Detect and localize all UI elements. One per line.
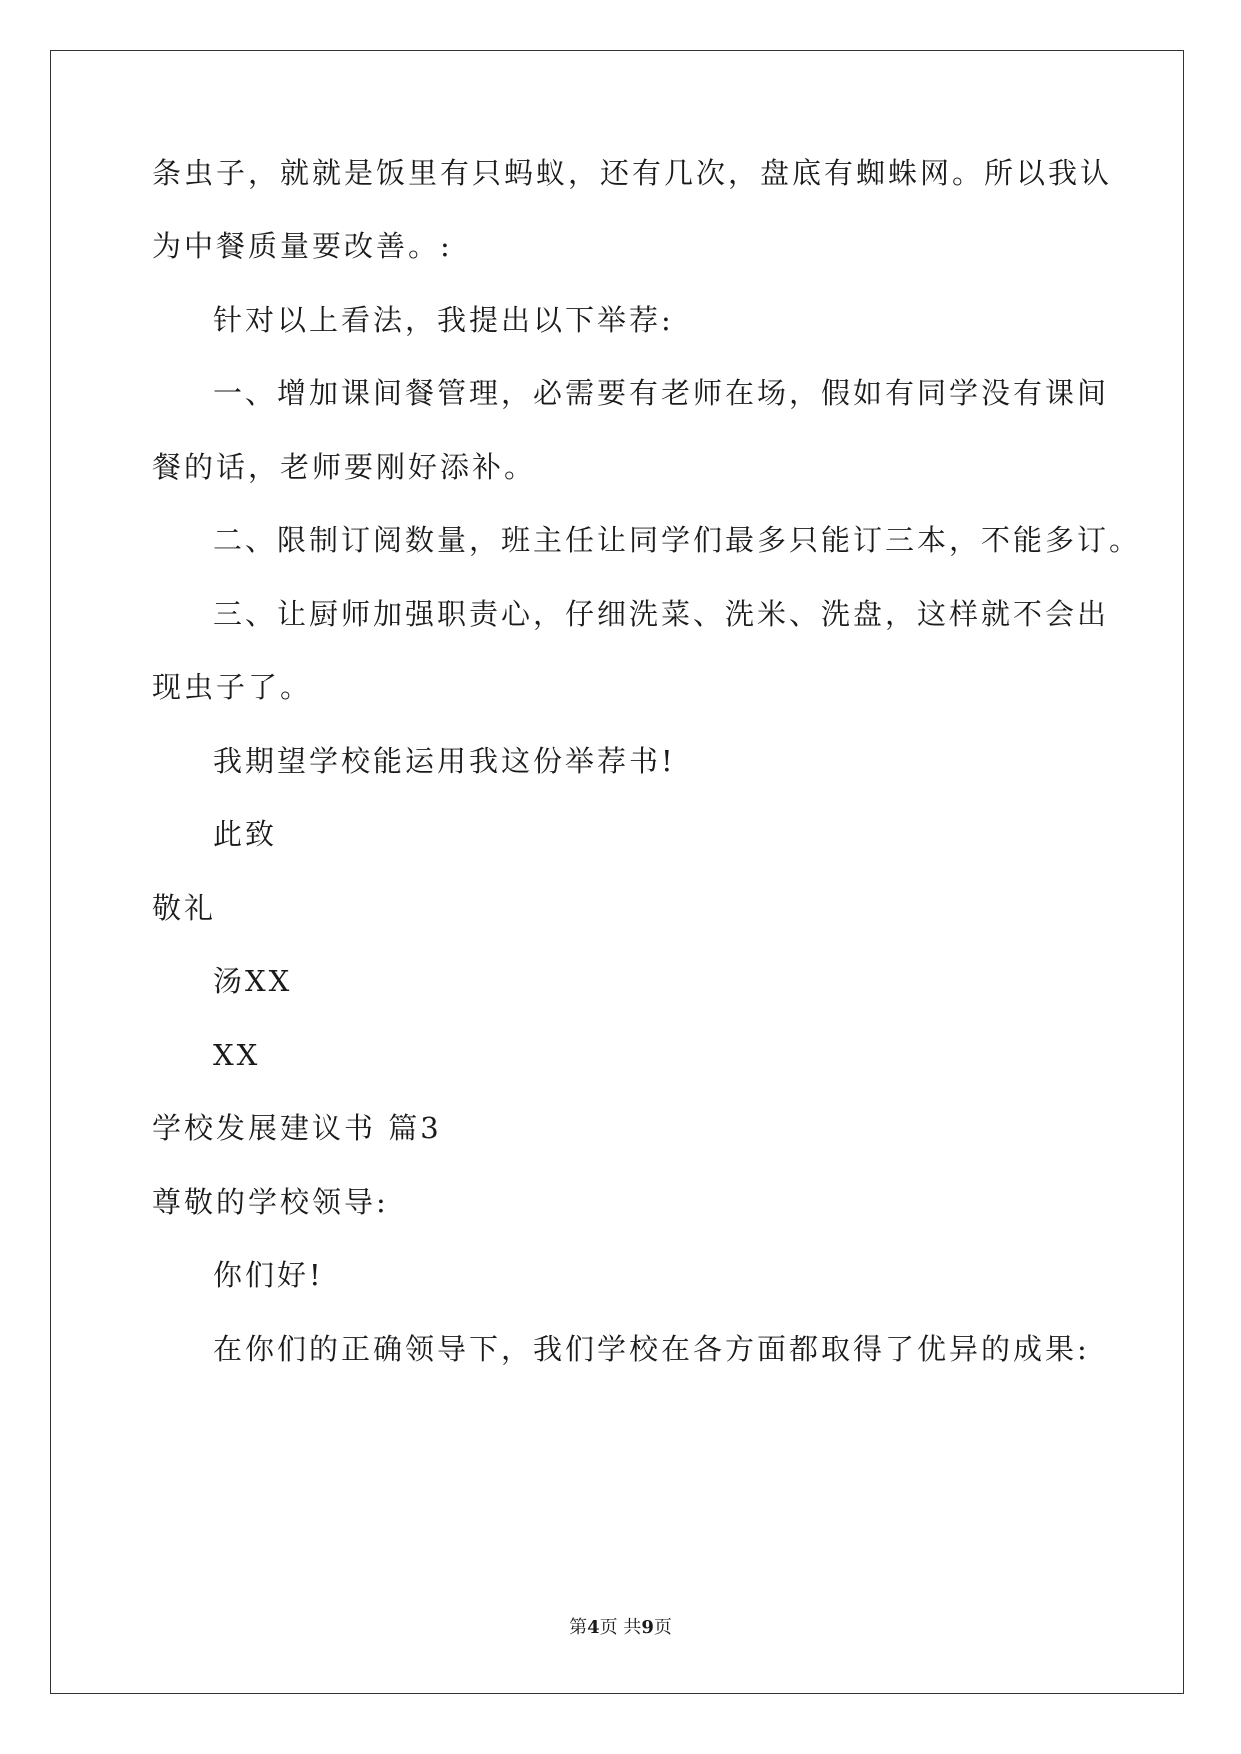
page-prefix: 第 bbox=[569, 1617, 588, 1638]
body-text-line: 为中餐质量要改善。: bbox=[152, 229, 453, 263]
page-footer bbox=[0, 1617, 1241, 1639]
body-text-line: 你们好! bbox=[213, 1258, 324, 1292]
page-total: 9 bbox=[641, 1617, 654, 1638]
body-text-line: 现虫子了。 bbox=[152, 670, 313, 704]
body-text-line: 二、限制订阅数量，班主任让同学们最多只能订三本，不能多订。 bbox=[213, 523, 1142, 557]
page-border bbox=[50, 50, 1184, 1694]
page-mid: 页 共 bbox=[599, 1617, 642, 1638]
closing-salutation: 此致 bbox=[213, 817, 278, 851]
body-text-line: 在你们的正确领导下，我们学校在各方面都取得了优异的成果: bbox=[213, 1332, 1090, 1366]
signature-name: 汤XX bbox=[213, 964, 293, 998]
section-heading: 学校发展建议书 篇3 bbox=[152, 1111, 442, 1145]
body-text-line: 三、让厨师加强职责心，仔细洗菜、洗米、洗盘，这样就不会出 bbox=[213, 597, 1110, 631]
body-text-line: 一、增加课间餐管理，必需要有老师在场，假如有同学没有课间 bbox=[213, 376, 1110, 410]
body-text-line: 条虫子，就就是饭里有只蚂蚁，还有几次，盘底有蜘蛛网。所以我认 bbox=[152, 156, 1113, 190]
body-text-line: 餐的话，老师要刚好添补。 bbox=[152, 450, 537, 484]
closing-regards: 敬礼 bbox=[152, 891, 217, 925]
page-suffix: 页 bbox=[653, 1617, 672, 1638]
letter-greeting: 尊敬的学校领导: bbox=[152, 1185, 389, 1219]
signature-date: XX bbox=[213, 1038, 261, 1072]
page-current: 4 bbox=[587, 1617, 600, 1638]
body-text-line: 我期望学校能运用我这份举荐书! bbox=[213, 744, 676, 778]
body-text-line: 针对以上看法，我提出以下举荐: bbox=[213, 303, 674, 337]
